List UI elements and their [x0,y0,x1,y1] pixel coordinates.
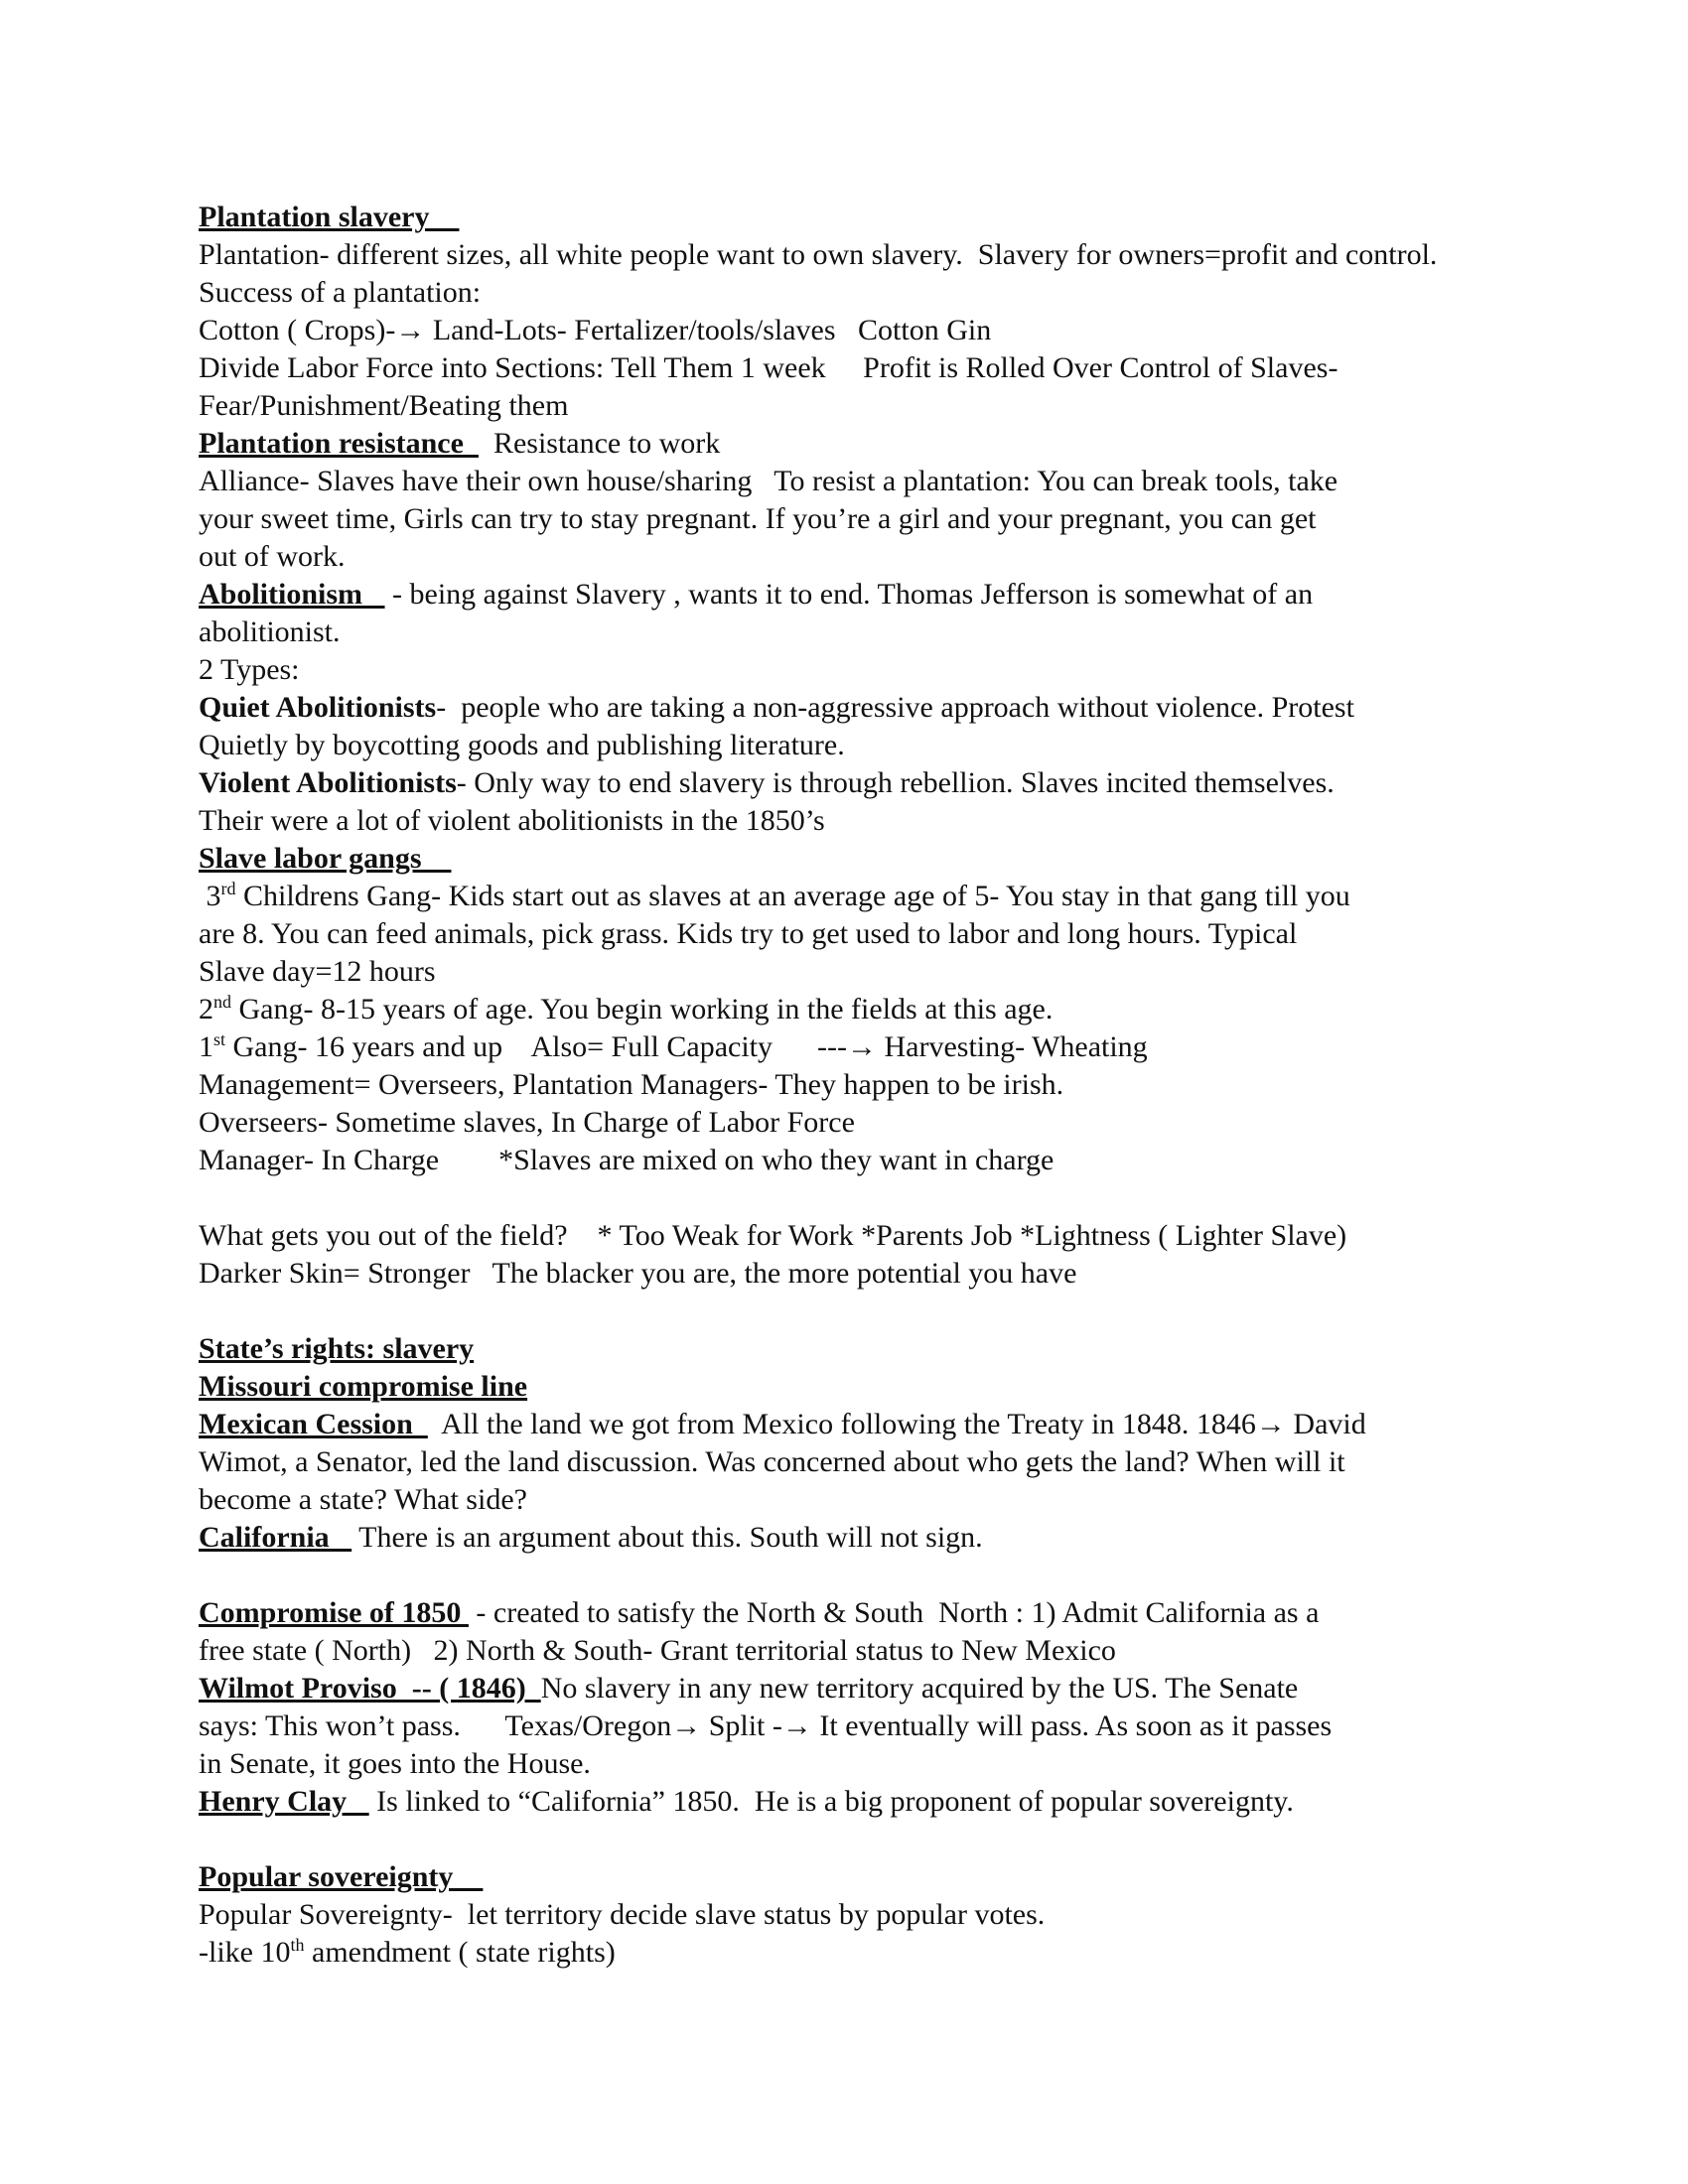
section-slave-labor-gangs [199,840,1529,878]
section-missouri-compromise [199,1368,1529,1406]
violent-abolitionists-line [199,764,1529,802]
term-definition: - Only way to end slavery is through rebellion. Slaves incited themselves. [456,766,1335,799]
heading-abolitionism: Abolitionism [199,578,385,611]
gang-text: Gang- 16 years and up Also= Full Capacity ---→ Harvesting- Wheating [225,1030,1148,1063]
text-line: What gets you out of the field? * Too Weak for Work *Parents Job *Lightness ( Lighter Slave) [199,1219,1347,1252]
heading-tail: No slavery in any new territory acquired by the US. The Senate [540,1672,1299,1705]
text-line: says: This won’t pass. Texas/Oregon→ Split -→ It eventually will pass. As soon as it passes [199,1709,1333,1742]
gang-2-line [199,991,1529,1028]
heading-missouri-compromise: Missouri compromise line [199,1370,528,1403]
ordinal-suffix: st [213,1029,226,1049]
heading-california: California [199,1521,352,1554]
heading-henry-clay: Henry Clay [199,1785,369,1818]
text-line: Management= Overseers, Plantation Managers- They happen to be irish. [199,1068,1064,1101]
heading-mexican-cession: Mexican Cession [199,1408,428,1440]
section-wilmot-proviso [199,1670,1529,1707]
section-states-rights [199,1330,1529,1368]
section-henry-clay [199,1783,1529,1821]
section-compromise-1850 [199,1594,1529,1632]
term-violent-abolitionists: Violent Abolitionists [199,766,457,799]
heading-popular-sovereignty: Popular sovereignty [199,1860,484,1893]
text-line: out of work. [199,540,346,573]
heading-plantation-resistance: Plantation resistance [199,427,479,460]
gang-text: Childrens Gang- Kids start out as slaves at an average age of 5- You stay in that gang till you [235,880,1350,912]
text-line: Slave day=12 hours [199,955,436,988]
ordinal-suffix: rd [220,879,236,898]
heading-tail: There is an argument about this. South will not sign. [352,1521,983,1554]
text-line: Plantation- different sizes, all white people want to own slavery. Slavery for owners=profit and control. [199,238,1438,271]
section-plantation-resistance [199,425,1529,463]
text-line: Alliance- Slaves have their own house/sharing To resist a plantation: You can break tools, take [199,465,1338,497]
text-line: become a state? What side? [199,1483,527,1516]
gang-number: 1 [199,1030,213,1063]
section-popular-sovereignty [199,1858,1529,1896]
text-fragment: amendment ( state rights) [304,1936,616,1969]
text-line: abolitionist. [199,615,341,648]
section-california [199,1519,1529,1557]
ordinal-suffix: th [290,1935,305,1955]
text-line: Wimot, a Senator, led the land discussion. Was concerned about who gets the land? When will it [199,1445,1345,1478]
heading-tail: - being against Slavery , wants it to end. Thomas Jefferson is somewhat of an [384,578,1314,611]
text-line: Quietly by boycotting goods and publishing literature. [199,729,845,761]
text-fragment: -like 10 [199,1936,291,1969]
term-quiet-abolitionists: Quiet Abolitionists [199,691,437,724]
gang-number: 3 [199,880,221,912]
text-line: Overseers- Sometime slaves, In Charge of Labor Force [199,1106,855,1139]
heading-states-rights: State’s rights: slavery [199,1332,475,1365]
text-line: Their were a lot of violent abolitionists in the 1850’s [199,804,825,837]
blank-line [199,1293,1529,1330]
text-line: 2 Types: [199,653,300,686]
heading-tail: Is linked to “California” 1850. He is a big proponent of popular sovereignty. [368,1785,1294,1818]
gang-1-line [199,1028,1529,1066]
document-page [199,199,1529,1972]
text-line: in Senate, it goes into the House. [199,1747,591,1780]
heading-tail: All the land we got from Mexico following the Treaty in 1848. 1846→ David [427,1408,1366,1440]
blank-line [199,1821,1529,1858]
text-line: Manager- In Charge *Slaves are mixed on who they want in charge [199,1144,1055,1176]
text-line: Success of a plantation: [199,276,482,309]
heading-wilmot-proviso: Wilmot Proviso -- ( 1846) [199,1672,541,1705]
section-plantation-slavery [199,199,1529,236]
heading-compromise-1850: Compromise of 1850 [199,1596,469,1629]
section-mexican-cession [199,1406,1529,1443]
section-abolitionism [199,576,1529,614]
text-line: your sweet time, Girls can try to stay pregnant. If you’re a girl and your pregnant, you can get [199,502,1317,535]
heading-slave-labor-gangs: Slave labor gangs [199,842,452,875]
text-line: Popular Sovereignty- let territory decide slave status by popular votes. [199,1898,1046,1931]
text-line: Darker Skin= Stronger The blacker you are, the more potential you have [199,1257,1077,1290]
quiet-abolitionists-line [199,689,1529,727]
blank-line [199,1557,1529,1594]
gang-3-line [199,878,1529,915]
text-line: are 8. You can feed animals, pick grass. Kids try to get used to labor and long hours. Typical [199,917,1298,950]
text-line: Fear/Punishment/Beating them [199,389,569,422]
text-line: Divide Labor Force into Sections: Tell Them 1 week Profit is Rolled Over Control of Slaves- [199,351,1338,384]
heading-plantation-slavery: Plantation slavery [199,201,460,233]
ordinal-suffix: nd [213,992,231,1012]
gang-number: 2 [199,993,213,1025]
term-definition: - people who are taking a non-aggressive approach without violence. Protest [436,691,1354,724]
text-line: free state ( North) 2) North & South- Grant territorial status to New Mexico [199,1634,1116,1667]
tenth-amendment-line [199,1934,1529,1972]
text-line: Cotton ( Crops)-→ Land-Lots- Fertalizer/tools/slaves Cotton Gin [199,314,992,346]
blank-line [199,1179,1529,1217]
heading-tail: - created to satisfy the North & South North : 1) Admit California as a [468,1596,1320,1629]
heading-tail: Resistance to work [478,427,721,460]
gang-text: Gang- 8-15 years of age. You begin working in the fields at this age. [231,993,1054,1025]
